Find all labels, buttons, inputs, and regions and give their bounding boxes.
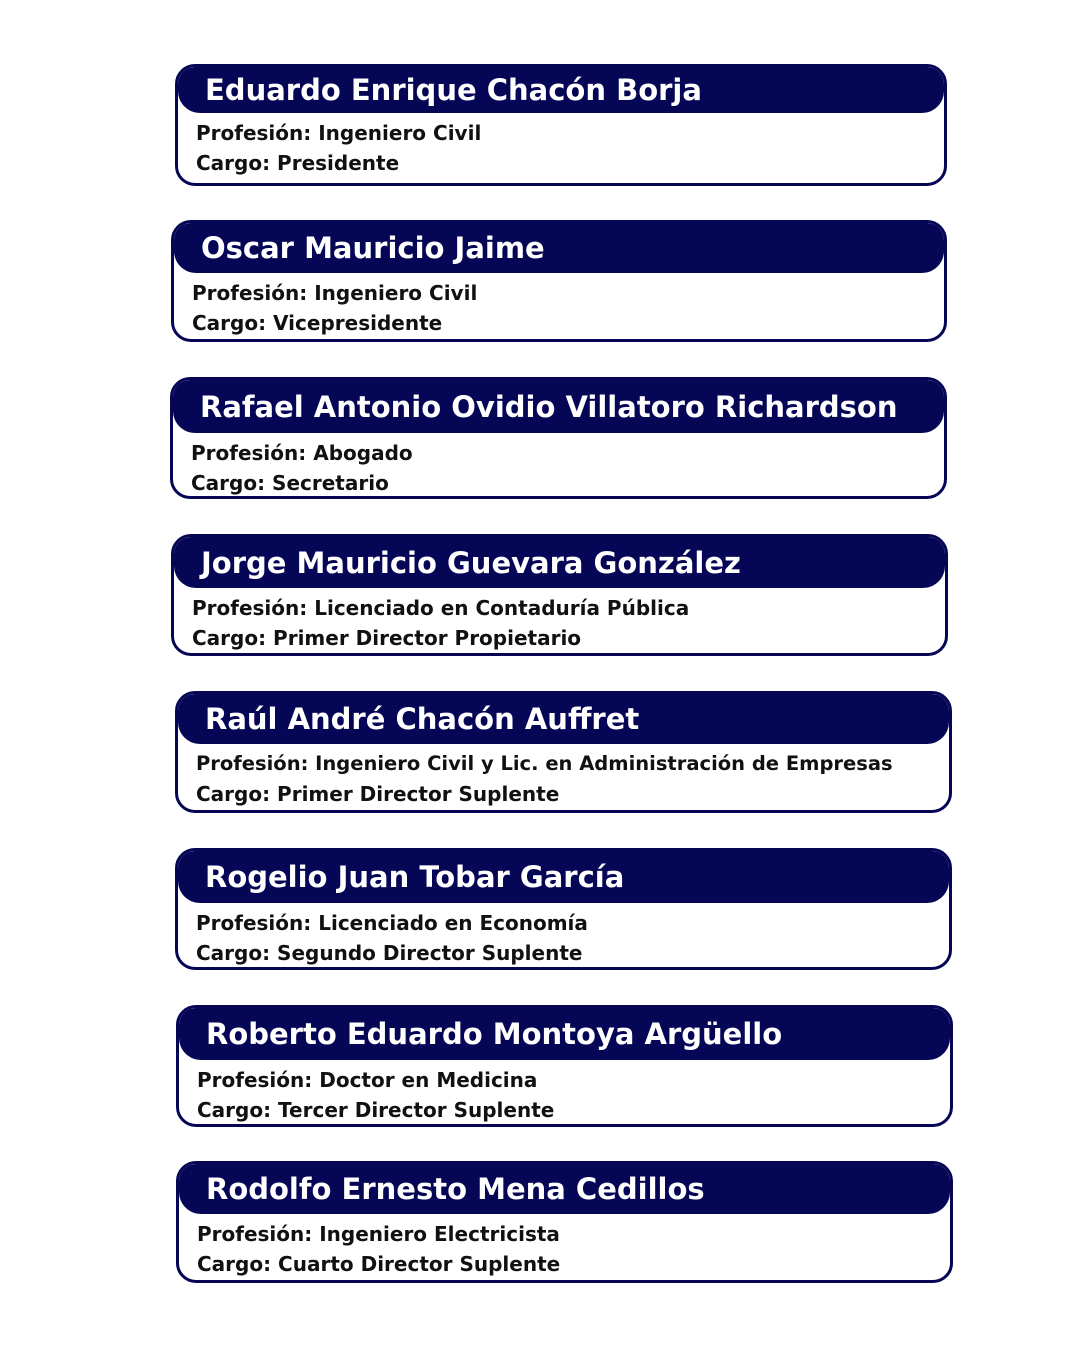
member-name: Rafael Antonio Ovidio Villatoro Richardson (173, 380, 944, 433)
member-profession: Profesión: Ingeniero Electricista (197, 1222, 560, 1246)
board-card (171, 220, 947, 342)
member-name: Oscar Mauricio Jaime (174, 223, 944, 273)
member-position: Cargo: Vicepresidente (192, 311, 443, 335)
member-profession: Profesión: Ingeniero Civil y Lic. en Administración de Empresas (196, 752, 893, 775)
member-profession: Profesión: Ingeniero Civil (196, 121, 482, 145)
member-profession: Profesión: Licenciado en Economía (196, 911, 588, 935)
board-card (175, 64, 947, 186)
member-name: Raúl André Chacón Auffret (178, 694, 949, 744)
member-name: Roberto Eduardo Montoya Argüello (179, 1008, 950, 1060)
board-card (171, 534, 948, 656)
member-profession: Profesión: Ingeniero Civil (192, 281, 478, 305)
member-position: Cargo: Presidente (196, 151, 400, 175)
member-position: Cargo: Primer Director Propietario (192, 626, 582, 650)
board-card (175, 691, 952, 813)
board-card (175, 848, 952, 970)
member-name: Rogelio Juan Tobar García (178, 851, 949, 903)
member-name: Eduardo Enrique Chacón Borja (178, 67, 944, 113)
member-profession: Profesión: Doctor en Medicina (197, 1068, 538, 1092)
member-name: Rodolfo Ernesto Mena Cedillos (179, 1164, 950, 1214)
member-position: Cargo: Segundo Director Suplente (196, 941, 583, 965)
member-position: Cargo: Tercer Director Suplente (197, 1098, 555, 1122)
board-card (176, 1005, 953, 1127)
board-card (176, 1161, 953, 1283)
member-name: Jorge Mauricio Guevara González (174, 537, 945, 588)
member-position: Cargo: Cuarto Director Suplente (197, 1252, 561, 1276)
member-profession: Profesión: Abogado (191, 441, 413, 465)
member-position: Cargo: Secretario (191, 471, 389, 495)
board-card (170, 377, 947, 499)
member-profession: Profesión: Licenciado en Contaduría Pública (192, 596, 690, 620)
member-position: Cargo: Primer Director Suplente (196, 782, 560, 806)
